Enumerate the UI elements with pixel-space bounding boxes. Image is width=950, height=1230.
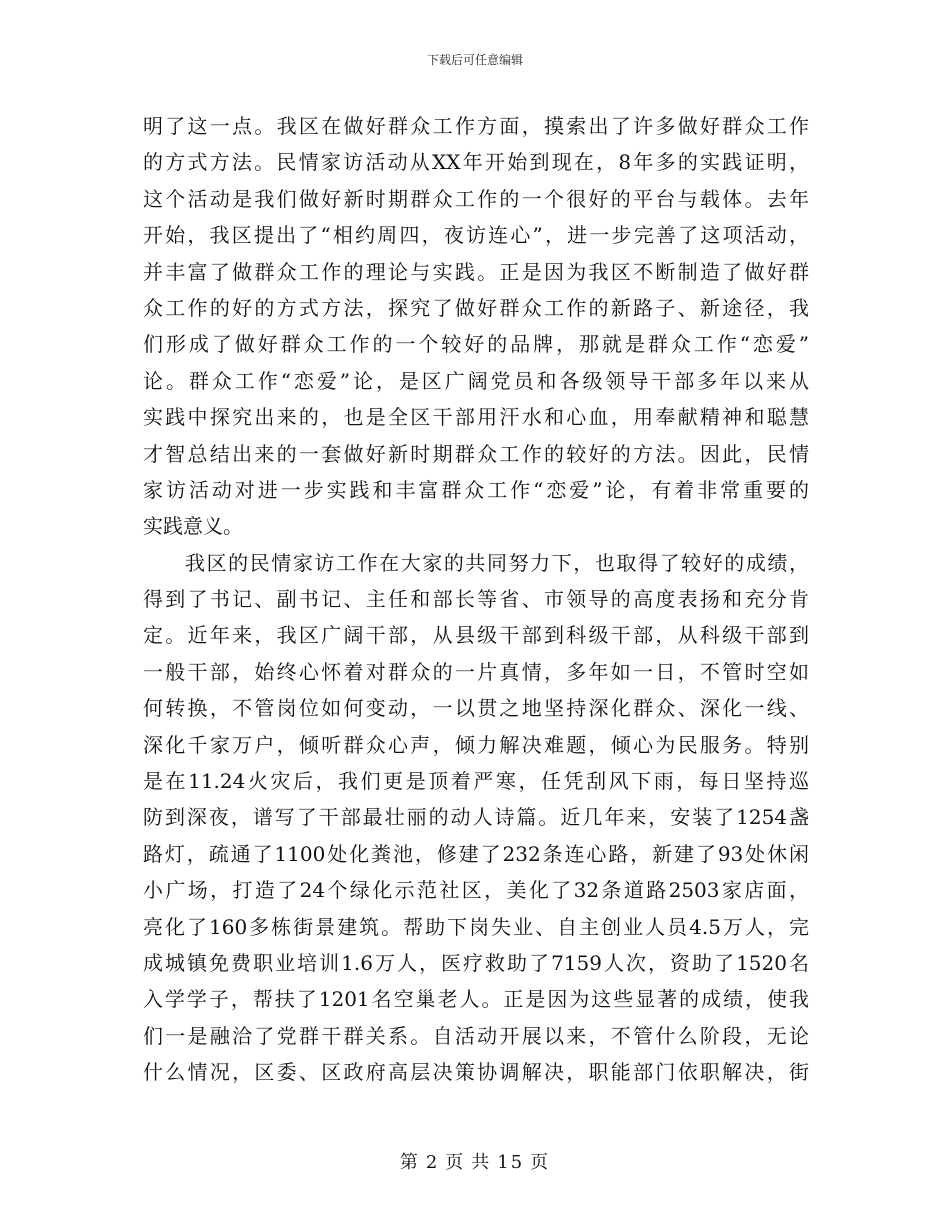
text-line: 这个活动是我们做好新时期群众工作的一个很好的平台与载体。去年: [143, 186, 809, 211]
text-line: 并丰富了做群众工作的理论与实践。正是因为我区不断制造了做好群: [143, 259, 809, 284]
text-line: 明了这一点。我区在做好群众工作方面，摸索出了许多做好群众工作: [143, 114, 809, 138]
text-line: 实践意义。: [143, 514, 243, 539]
footer-suffix: 页: [530, 1152, 551, 1173]
text-line: 们形成了做好群众工作的一个较好的品牌，那就是群众工作“恋爱”: [143, 332, 809, 357]
text-line: 入学学子，帮扶了1201名空巢老人。正是因为这些显著的成绩，使我: [143, 987, 809, 1012]
text-line: 定。近年来，我区广阔干部，从县级干部到科级干部，从科级干部到: [143, 623, 809, 648]
document-body: [143, 108, 809, 1091]
text-line: 实践中探究出来的，也是全区干部用汗水和心血，用奉献精神和聪慧: [143, 405, 809, 430]
header-note: 下载后可任意编辑: [426, 53, 523, 67]
text-line: 亮化了160多栋街景建筑。帮助下岗失业、自主创业人员4.5万人，完: [143, 914, 809, 939]
text-line: 路灯，疏通了1100处化粪池，修建了232条连心路，新建了93处休闲: [143, 841, 809, 866]
text-line: 论。群众工作“恋爱”论，是区广阔党员和各级领导干部多年以来从: [143, 368, 809, 393]
text-line: 防到深夜，谱写了干部最壮丽的动人诗篇。近几年来，安装了1254盏: [143, 805, 809, 830]
footer-total-word: 共: [471, 1152, 492, 1173]
text-line: 小广场，打造了24个绿化示范社区，美化了32条道路2503家店面，: [143, 878, 809, 903]
text-line: 我区的民情家访工作在大家的共同努力下，也取得了较好的成绩，: [185, 550, 809, 575]
text-line: 们一是融洽了党群干群关系。自活动开展以来，不管什么阶段，无论: [143, 1023, 809, 1048]
footer-page-word: 页: [445, 1152, 466, 1173]
text-line: 众工作的好的方式方法，探究了做好群众工作的新路子、新途径，我: [143, 295, 809, 320]
text-line: 成城镇免费职业培训1.6万人，医疗救助了7159人次，资助了1520名: [143, 950, 809, 975]
text-line: 是在11.24火灾后，我们更是顶着严寒，任凭刮风下雨，每日坚持巡: [143, 769, 809, 794]
text-line: 的方式方法。民情家访活动从XX年开始到现在，8年多的实践证明，: [143, 150, 809, 175]
footer-total-pages: 15: [497, 1152, 525, 1173]
footer-page-number: 2: [425, 1152, 440, 1173]
text-line: 得到了书记、副书记、主任和部长等省、市领导的高度表扬和充分肯: [143, 587, 809, 612]
text-line: 什么情况，区委、区政府高层决策协调解决，职能部门依职解决，街: [143, 1060, 809, 1085]
text-line: 才智总结出来的一套做好新时期群众工作的较好的方法。因此，民情: [143, 441, 809, 466]
footer-prefix: 第: [399, 1152, 420, 1173]
text-line: 深化千家万户，倾听群众心声，倾力解决难题，倾心为民服务。特别: [143, 732, 809, 757]
text-line: 开始，我区提出了“相约周四，夜访连心”，进一步完善了这项活动，: [143, 223, 809, 248]
text-line: 何转换，不管岗位如何变动，一以贯之地坚持深化群众、深化一线、: [143, 696, 809, 721]
page-footer: [0, 1152, 950, 1174]
text-line: 家访活动对进一步实践和丰富群众工作“恋爱”论，有着非常重要的: [143, 477, 809, 502]
text-line: 一般干部，始终心怀着对群众的一片真情，多年如一日，不管时空如: [143, 659, 809, 684]
